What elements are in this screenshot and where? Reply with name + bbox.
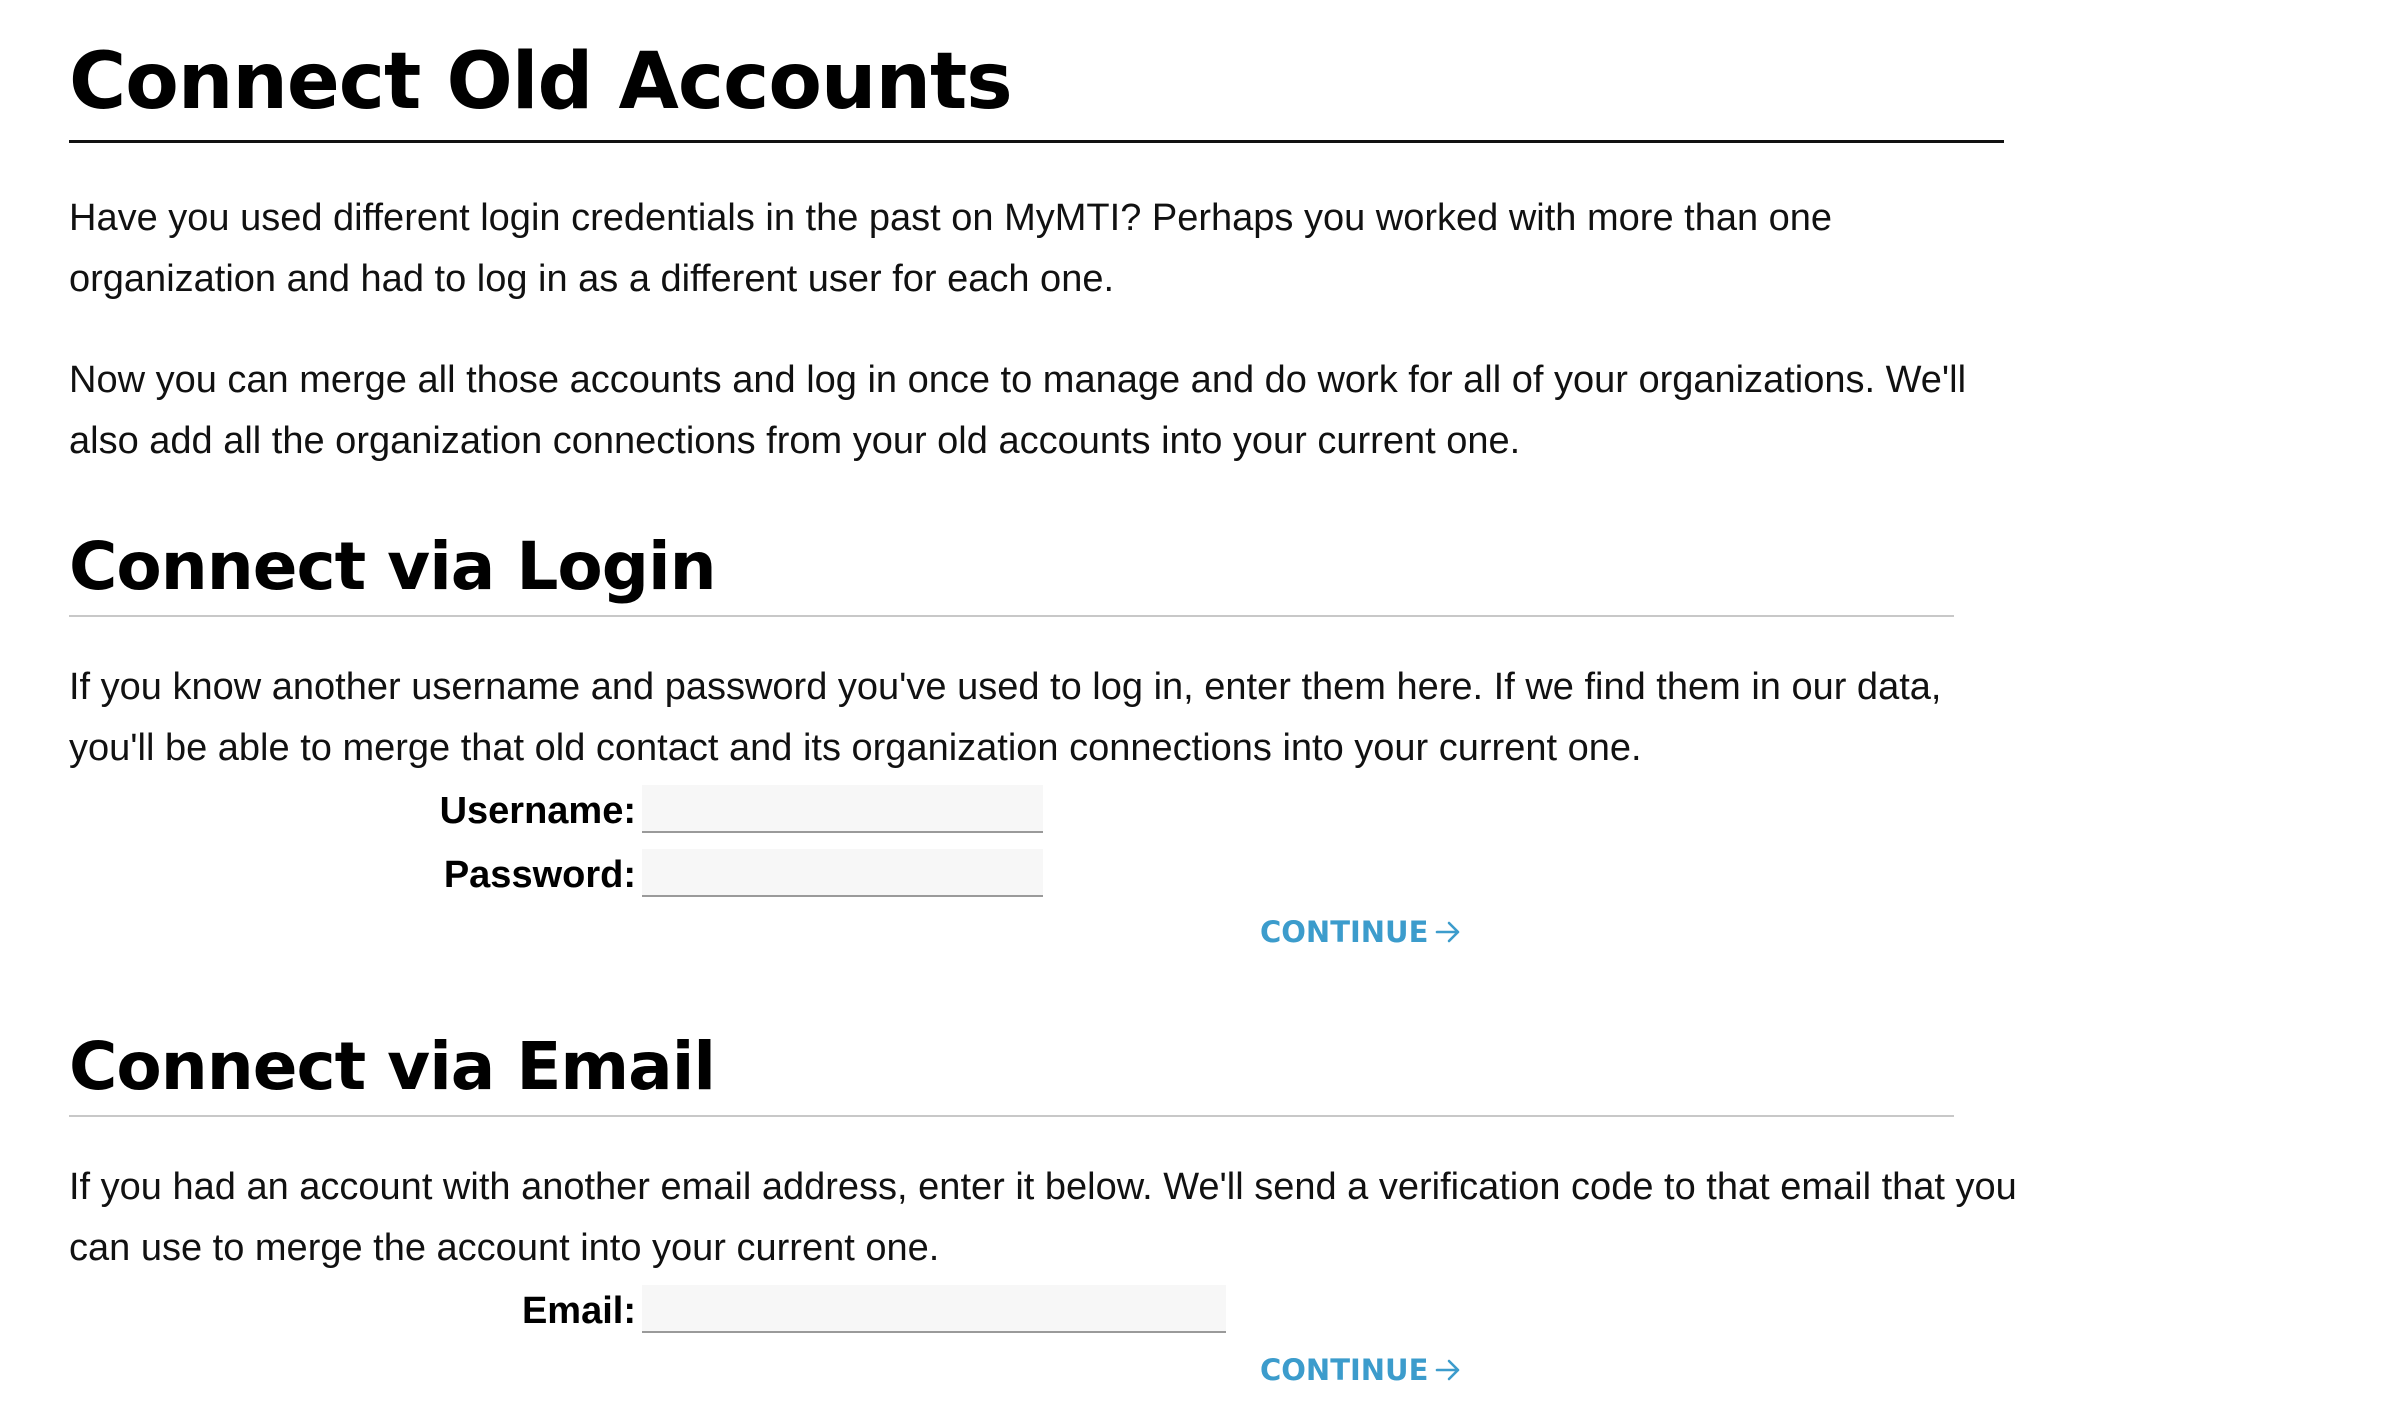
login-section (69, 527, 2009, 979)
arrow-right-icon (1434, 918, 1462, 946)
username-input[interactable] (642, 785, 1043, 833)
intro-paragraph-2: Now you can merge all those accounts and log in once to manage and do work for all of your organizations. We'll also add all the organization connections from your old accounts into your current one. (69, 359, 1967, 462)
username-row (69, 781, 2009, 845)
password-input[interactable] (642, 849, 1043, 897)
arrow-right-icon (1434, 1356, 1462, 1384)
email-section-description: If you had an account with another email address, enter it below. We'll send a verification code to that email that you can use to merge the account into your current one. (69, 1166, 2017, 1269)
email-label: Email: (521, 1290, 636, 1332)
email-continue-button[interactable] (1260, 1353, 1462, 1387)
login-continue-label: CONTINUE (1260, 915, 1429, 949)
login-continue-row (69, 909, 2009, 979)
connect-accounts-page (69, 0, 2017, 1405)
username-label: Username: (439, 790, 636, 832)
email-section (69, 1027, 2017, 1405)
password-row (69, 845, 2009, 909)
login-section-divider (69, 615, 1954, 617)
email-row (69, 1281, 2009, 1345)
email-continue-row (69, 1345, 2009, 1405)
intro-paragraph-1: Have you used different login credentials in the past on MyMTI? Perhaps you worked with more than one organization and had to log in as a different user for each one. (69, 197, 1833, 300)
login-section-description: If you know another username and password you've used to log in, enter them here. If we find them in our data, you'll be able to merge that old contact and its organization connections into your current one. (69, 666, 1942, 769)
email-input[interactable] (642, 1285, 1226, 1333)
login-section-title: Connect via Login (69, 528, 716, 605)
login-continue-button[interactable] (1260, 915, 1462, 949)
email-section-divider (69, 1115, 1954, 1117)
password-label: Password: (443, 854, 636, 896)
email-continue-label: CONTINUE (1260, 1353, 1429, 1387)
page-title: Connect Old Accounts (69, 37, 1012, 127)
email-section-title: Connect via Email (69, 1028, 715, 1105)
title-divider (69, 140, 2004, 143)
